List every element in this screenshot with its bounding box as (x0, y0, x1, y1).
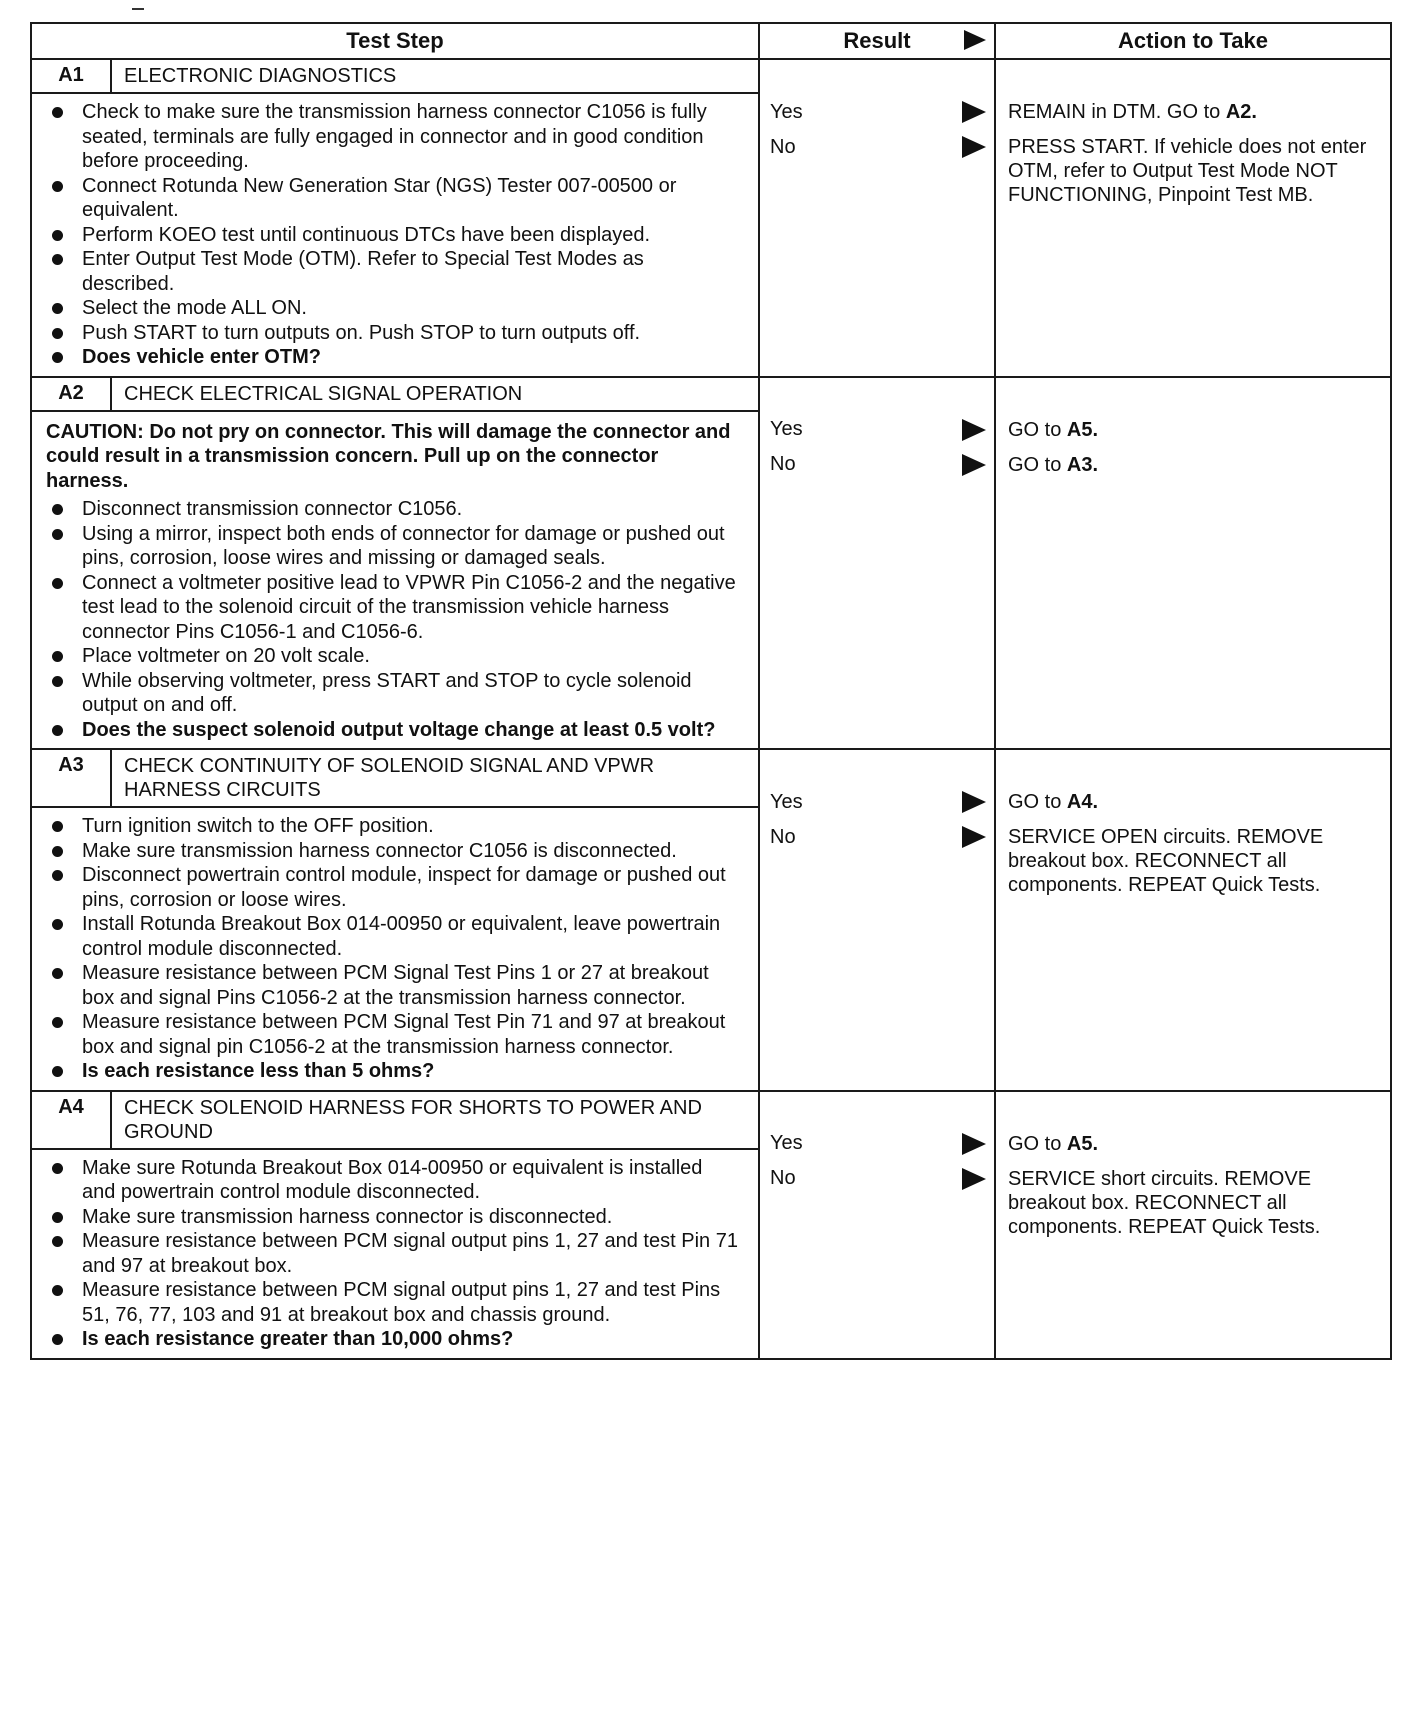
step-bullet: Place voltmeter on 20 volt scale. (46, 644, 738, 669)
header-action (995, 23, 1391, 59)
pinpoint-test-table (30, 22, 1392, 1360)
test-step-row-a4 (31, 1091, 1391, 1359)
arrow-right-icon (962, 1133, 986, 1155)
step-bullet: While observing voltmeter, press START and STOP to cycle solenoid output on and off. (46, 669, 738, 718)
result-cell (759, 1091, 995, 1359)
action-no (1008, 825, 1384, 897)
step-bullet: Select the mode ALL ON. (46, 296, 738, 321)
result-yes-label: Yes (770, 100, 803, 123)
result-yes-label: Yes (770, 790, 803, 813)
result-no (770, 453, 986, 477)
step-bullet: Connect Rotunda New Generation Star (NGS) Tester 007-00500 or equivalent. (46, 174, 738, 223)
step-bullet: Measure resistance between PCM Signal Test Pin 71 and 97 at breakout box and signal pin C1056-2 at the transmission harness connector. (46, 1010, 738, 1059)
result-no-label: No (770, 135, 796, 158)
step-bullet: Disconnect transmission connector C1056. (46, 497, 738, 522)
test-step-cell (31, 1091, 759, 1359)
action-cell (995, 59, 1391, 377)
header-result (759, 23, 995, 59)
action-yes (1008, 790, 1384, 814)
action-yes-target: A2. (1225, 101, 1257, 123)
step-question: Is each resistance greater than 10,000 ohms? (46, 1327, 738, 1352)
step-header (32, 378, 758, 412)
step-header (32, 1092, 758, 1150)
step-body (32, 412, 758, 749)
action-no-text: SERVICE short circuits. REMOVE breakout box. RECONNECT all components. REPEAT Quick Tests. (1008, 1167, 1321, 1238)
action-no-text: PRESS START. If vehicle does not enter OTM, refer to Output Test Mode NOT FUNCTIONING, Pinpoint Test MB. (1008, 136, 1367, 206)
action-yes (1008, 418, 1384, 442)
arrow-right-icon (964, 30, 986, 50)
step-bullets (46, 497, 738, 742)
result-no-label: No (770, 453, 796, 475)
action-yes-target: A5. (1066, 418, 1099, 441)
action-no-text: GO to (1008, 453, 1062, 476)
step-title: ELECTRONIC DIAGNOSTICS (124, 65, 397, 87)
action-yes-text: GO to (1008, 791, 1062, 813)
action-no-text: SERVICE OPEN circuits. REMOVE breakout box. RECONNECT all components. REPEAT Quick Tests. (1008, 826, 1324, 896)
result-yes (770, 418, 986, 442)
result-yes-label: Yes (770, 418, 803, 440)
arrow-right-icon (962, 454, 986, 476)
test-step-row-a2 (31, 377, 1391, 750)
action-yes-text: REMAIN in DTM. GO to (1008, 101, 1221, 123)
arrow-right-icon (962, 1168, 986, 1190)
test-step-cell (31, 59, 759, 377)
step-bullet: Install Rotunda Breakout Box 014-00950 or equivalent, leave powertrain control module disconnected. (46, 912, 738, 961)
step-bullet: Make sure transmission harness connector C1056 is disconnected. (46, 839, 738, 864)
step-id: A1 (32, 60, 112, 92)
result-no (770, 825, 986, 849)
step-body (32, 808, 758, 1090)
step-bullet: Turn ignition switch to the OFF position. (46, 814, 738, 839)
result-no (770, 1167, 986, 1191)
table-body (31, 59, 1391, 1359)
result-yes (770, 790, 986, 814)
step-title: CHECK SOLENOID HARNESS FOR SHORTS TO POWER AND GROUND (124, 1096, 702, 1143)
action-yes (1008, 100, 1384, 124)
step-bullet: Disconnect powertrain control module, inspect for damage or pushed out pins, corrosion or loose wires. (46, 863, 738, 912)
test-step-cell (31, 749, 759, 1091)
result-no (770, 135, 986, 159)
action-cell (995, 749, 1391, 1091)
header-action-label: Action to Take (1118, 28, 1268, 53)
action-yes (1008, 1132, 1384, 1156)
step-bullet: Enter Output Test Mode (OTM). Refer to Special Test Modes as described. (46, 247, 738, 296)
step-bullet: Using a mirror, inspect both ends of connector for damage or pushed out pins, corrosion, loose wires and missing or damaged seals. (46, 522, 738, 571)
action-yes-text: GO to (1008, 418, 1062, 441)
action-no-target: A3. (1066, 453, 1099, 476)
arrow-right-icon (962, 136, 986, 158)
step-question: Is each resistance less than 5 ohms? (46, 1059, 738, 1084)
arrow-right-icon (962, 419, 986, 441)
result-cell (759, 59, 995, 377)
test-step-row-a3 (31, 749, 1391, 1091)
margin-mark (132, 8, 144, 10)
action-cell (995, 377, 1391, 750)
step-body (32, 94, 758, 376)
step-bullet: Push START to turn outputs on. Push STOP to turn outputs off. (46, 321, 738, 346)
result-no-label: No (770, 825, 796, 848)
step-id: A2 (32, 378, 112, 410)
result-cell (759, 377, 995, 750)
step-bullets (46, 1156, 738, 1352)
test-step-row-a1 (31, 59, 1391, 377)
step-bullet: Measure resistance between PCM Signal Test Pins 1 or 27 at breakout box and signal Pins C1056-2 at the transmission harness connector. (46, 961, 738, 1010)
step-id: A4 (32, 1092, 112, 1148)
step-bullet: Make sure Rotunda Breakout Box 014-00950 or equivalent is installed and powertrain control module disconnected. (46, 1156, 738, 1205)
caution-text: CAUTION: Do not pry on connector. This will damage the connector and could result in a transmission concern. Pull up on the connector harness. (46, 420, 731, 492)
action-no (1008, 1167, 1384, 1239)
arrow-right-icon (962, 826, 986, 848)
table-header-row (31, 23, 1391, 59)
step-header (32, 750, 758, 808)
result-yes-label: Yes (770, 1132, 803, 1154)
step-bullet: Perform KOEO test until continuous DTCs have been displayed. (46, 223, 738, 248)
test-step-cell (31, 377, 759, 750)
action-yes-text: GO to (1008, 1132, 1062, 1155)
result-yes (770, 100, 986, 124)
step-bullets (46, 100, 738, 370)
action-no (1008, 135, 1384, 207)
header-result-label: Result (843, 28, 911, 53)
arrow-right-icon (962, 791, 986, 813)
result-cell (759, 749, 995, 1091)
step-question: Does vehicle enter OTM? (46, 345, 738, 370)
step-bullet: Make sure transmission harness connector is disconnected. (46, 1205, 738, 1230)
action-yes-target: A5. (1066, 1132, 1099, 1155)
step-bullet: Measure resistance between PCM signal output pins 1, 27 and test Pin 71 and 97 at breakout box. (46, 1229, 738, 1278)
step-bullet: Connect a voltmeter positive lead to VPWR Pin C1056-2 and the negative test lead to the solenoid circuit of the transmission vehicle harness connector Pins C1056-1 and C1056-6. (46, 571, 738, 645)
step-title: CHECK CONTINUITY OF SOLENOID SIGNAL AND VPWR HARNESS CIRCUITS (124, 755, 655, 801)
result-yes (770, 1132, 986, 1156)
step-bullet: Check to make sure the transmission harness connector C1056 is fully seated, terminals are fully engaged in connector and in good condition before proceeding. (46, 100, 738, 174)
step-header (32, 60, 758, 94)
step-bullet: Measure resistance between PCM signal output pins 1, 27 and test Pins 51, 76, 77, 103 and 91 at breakout box and chassis ground. (46, 1278, 738, 1327)
header-test-step-label: Test Step (346, 28, 444, 53)
action-no (1008, 453, 1384, 477)
step-question: Does the suspect solenoid output voltage change at least 0.5 volt? (46, 718, 738, 743)
action-yes-target: A4. (1066, 791, 1099, 813)
result-no-label: No (770, 1167, 796, 1189)
arrow-right-icon (962, 101, 986, 123)
step-id: A3 (32, 750, 112, 806)
step-body (32, 1150, 758, 1358)
step-bullets (46, 814, 738, 1084)
action-cell (995, 1091, 1391, 1359)
header-test-step (31, 23, 759, 59)
step-title: CHECK ELECTRICAL SIGNAL OPERATION (124, 382, 523, 405)
